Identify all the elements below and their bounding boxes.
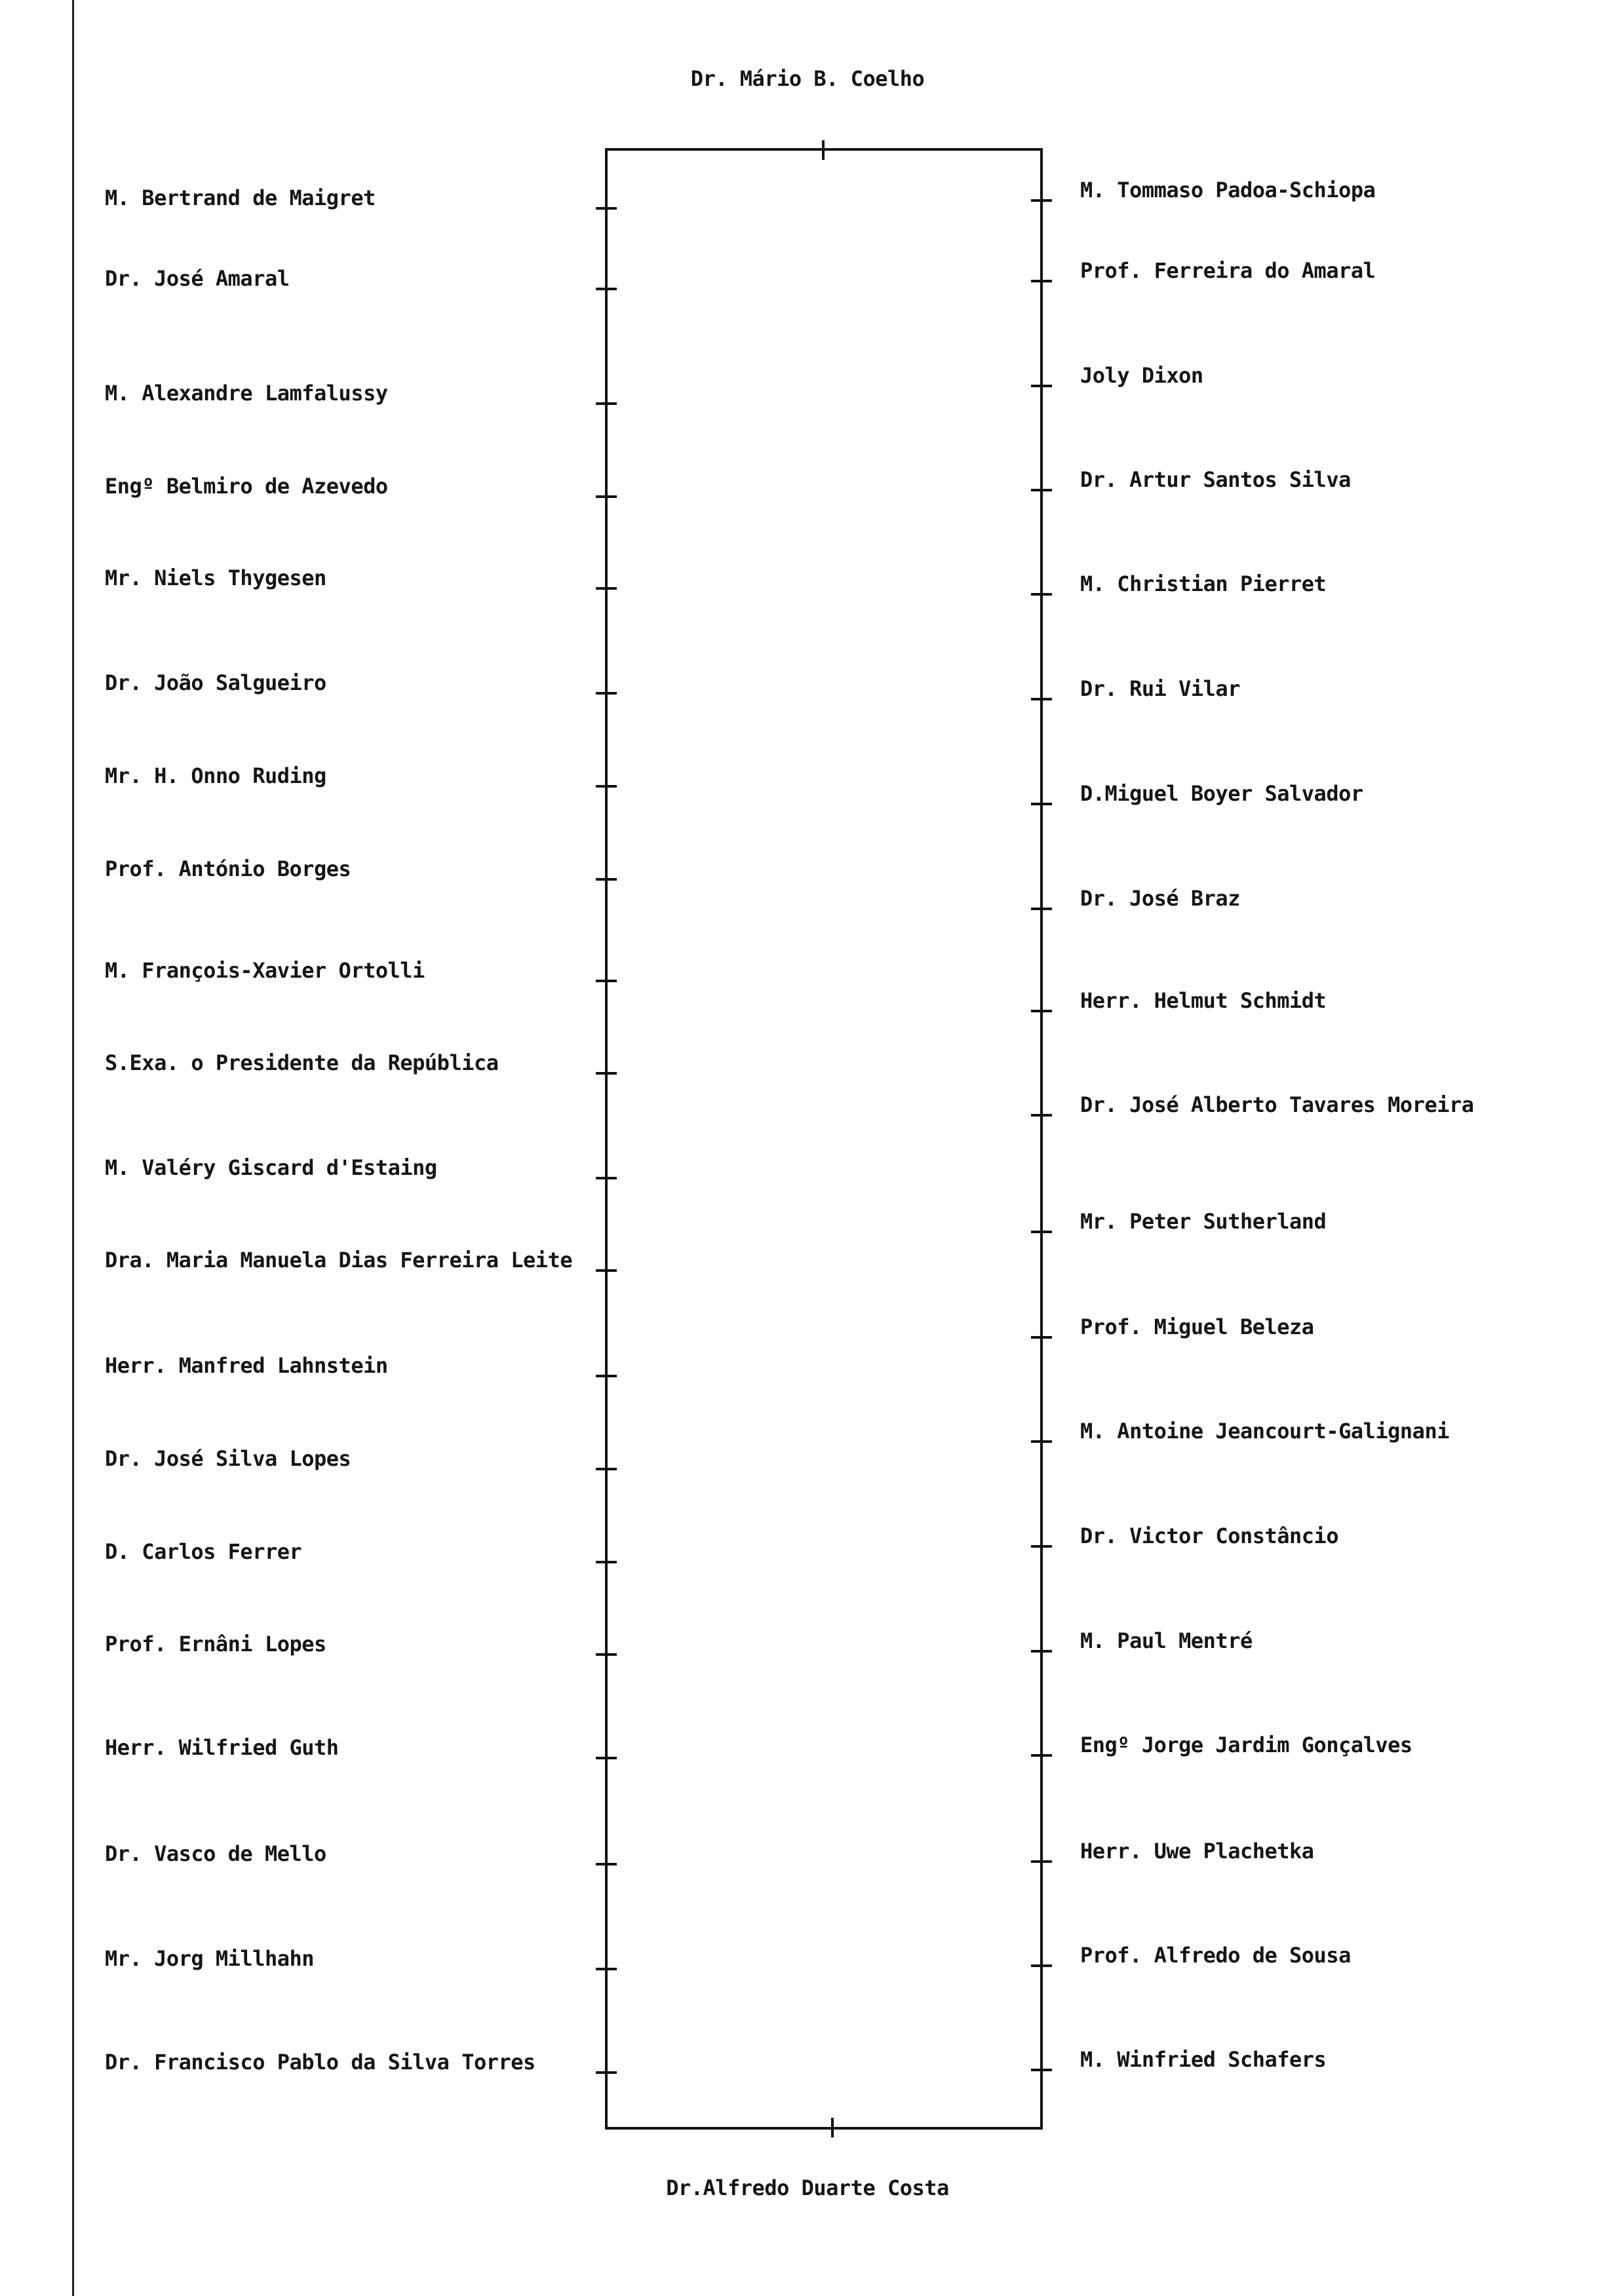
left-seat-18: Dr. Vasco de Mello <box>105 1841 326 1866</box>
right-seat-9: Herr. Helmut Schmidt <box>1080 988 1327 1013</box>
right-seat-8: Dr. José Braz <box>1080 886 1240 911</box>
left-seat-3: M. Alexandre Lamfalussy <box>105 381 388 406</box>
right-seat-18: Prof. Alfredo de Sousa <box>1080 1943 1351 1968</box>
left-seat-11: M. Valéry Giscard d'Estaing <box>105 1155 437 1180</box>
right-seat-4: Dr. Artur Santos Silva <box>1080 467 1351 492</box>
right-seat-14: Dr. Victor Constâncio <box>1080 1523 1339 1548</box>
left-seat-8: Prof. António Borges <box>105 856 351 881</box>
right-seat-6: Dr. Rui Vilar <box>1080 676 1240 701</box>
right-seat-11: Mr. Peter Sutherland <box>1080 1209 1327 1234</box>
right-seat-2: Prof. Ferreira do Amaral <box>1080 258 1376 283</box>
right-seat-16: Engº Jorge Jardim Gonçalves <box>1080 1732 1412 1757</box>
head-of-table-name: Dr. Mário B. Coelho <box>690 66 925 91</box>
left-seat-4: Engº Belmiro de Azevedo <box>105 474 388 499</box>
left-seat-10: S.Exa. o Presidente da República <box>105 1050 499 1075</box>
left-seat-1: M. Bertrand de Maigret <box>105 185 376 210</box>
left-seat-9: M. François-Xavier Ortolli <box>105 958 425 983</box>
left-seat-12: Dra. Maria Manuela Dias Ferreira Leite <box>105 1248 573 1272</box>
right-seat-10: Dr. José Alberto Tavares Moreira <box>1080 1092 1474 1117</box>
left-seat-13: Herr. Manfred Lahnstein <box>105 1353 388 1378</box>
left-seat-6: Dr. João Salgueiro <box>105 670 326 695</box>
right-seat-17: Herr. Uwe Plachetka <box>1080 1839 1314 1864</box>
left-seat-7: Mr. H. Onno Ruding <box>105 763 326 788</box>
foot-of-table-name: Dr.Alfredo Duarte Costa <box>666 2175 949 2200</box>
right-seat-19: M. Winfried Schafers <box>1080 2047 1327 2072</box>
left-seat-20: Dr. Francisco Pablo da Silva Torres <box>105 2050 535 2075</box>
right-seat-13: M. Antoine Jeancourt-Galignani <box>1080 1419 1449 1444</box>
left-seat-16: Prof. Ernâni Lopes <box>105 1632 326 1656</box>
left-seat-5: Mr. Niels Thygesen <box>105 565 326 590</box>
left-seat-15: D. Carlos Ferrer <box>105 1539 302 1564</box>
table-outline <box>606 149 1041 2128</box>
left-seat-19: Mr. Jorg Millhahn <box>105 1946 315 1971</box>
right-seat-5: M. Christian Pierret <box>1080 571 1327 596</box>
right-seat-12: Prof. Miguel Beleza <box>1080 1314 1314 1339</box>
left-seat-17: Herr. Wilfried Guth <box>105 1735 339 1760</box>
right-seat-7: D.Miguel Boyer Salvador <box>1080 781 1363 806</box>
right-seat-3: Joly Dixon <box>1080 363 1203 388</box>
right-seat-15: M. Paul Mentré <box>1080 1628 1253 1653</box>
left-seat-2: Dr. José Amaral <box>105 266 290 291</box>
left-seat-14: Dr. José Silva Lopes <box>105 1446 351 1471</box>
right-seat-1: M. Tommaso Padoa-Schiopa <box>1080 178 1376 202</box>
